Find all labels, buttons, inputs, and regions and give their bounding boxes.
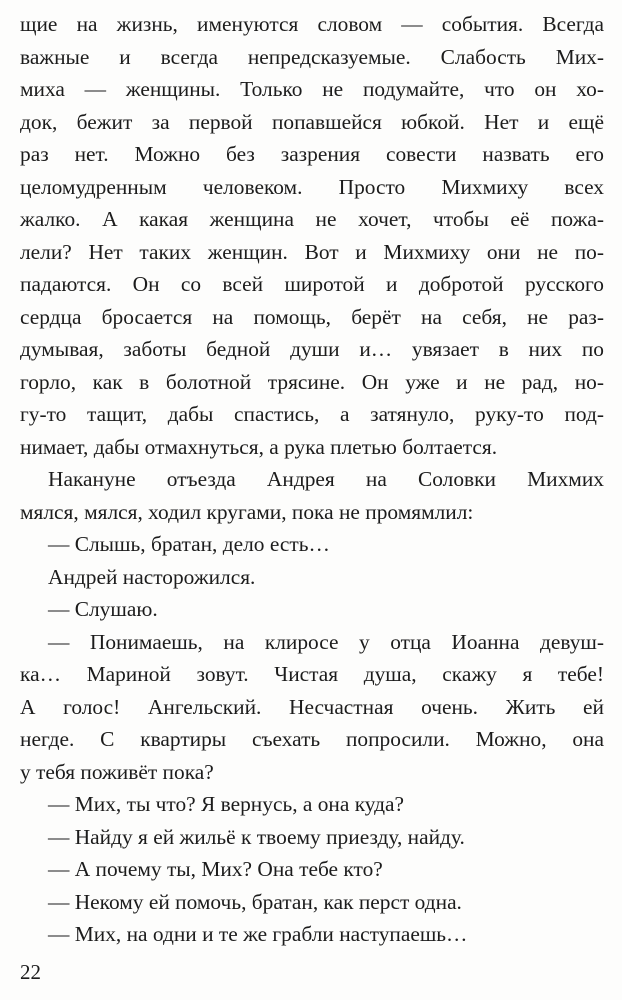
text-line: Накануне отъезда Андрея на Соловки Михмих — [48, 467, 604, 491]
text-line: падаются. Он со всей широтой и добротой русского — [20, 272, 604, 296]
text-line: горло, как в болотной трясине. Он уже и не рад, но- — [20, 369, 604, 394]
dialogue-line: — Найду я ей жильё к твоему приезду, найду. — [48, 824, 465, 849]
dialogue-line: — Слушаю. — [48, 597, 158, 621]
text-line: А голос! Ангельский. Несчастная очень. Жить ей — [20, 694, 604, 719]
dialogue-line: — Слышь, братан, дело есть… — [48, 532, 330, 556]
text-line: док, бежит за первой попавшейся юбкой. Нет и ещё — [20, 109, 604, 134]
dialogue-line: — Мих, ты что? Я вернусь, а она куда? — [48, 792, 405, 816]
dialogue-line: — А почему ты, Мих? Она тебе кто? — [48, 857, 383, 881]
text-line: щие на жизнь, именуются словом — события. Всегда — [20, 12, 604, 36]
dialogue-line: — Мих, на одни и те же грабли наступаешь… — [48, 922, 468, 946]
text-line: ка… Мариной зовут. Чистая душа, скажу я тебе! — [20, 662, 604, 686]
text-line: у тебя поживёт пока? — [20, 759, 214, 784]
dialogue-line: — Некому ей помочь, братан, как перст одна. — [48, 889, 462, 914]
text-line: нимает, дабы отмахнуться, а рука плетью болтается. — [20, 434, 498, 459]
text-line: думывая, заботы бедной души и… увязает в них по — [20, 337, 604, 361]
text-line: мялся, мялся, ходил кругами, пока не промямлил: — [20, 499, 474, 524]
dialogue-line: — Понимаешь, на клиросе у отца Иоанна девуш- — [48, 629, 604, 654]
text-line: целомудренным человеком. Просто Михмиху всех — [20, 174, 604, 199]
text-line: лели? Нет таких женщин. Вот и Михмиху они не по- — [20, 239, 604, 264]
text-line: сердца бросается на помощь, берёт на себя, не раз- — [20, 304, 604, 329]
text-line: миха — женщины. Только не подумайте, что он хо- — [20, 77, 604, 101]
text-line: важные и всегда непредсказуемые. Слабость Мих- — [20, 44, 604, 69]
text-line: гу-то тащит, дабы спастись, а затянуло, руку-то под- — [20, 402, 604, 426]
text-line: негде. С квартиры съехать попросили. Можно, она — [20, 727, 604, 751]
body-text — [20, 8, 604, 951]
text-line: жалко. А какая женщина не хочет, чтобы её пожа- — [20, 207, 604, 231]
text-line: раз нет. Можно без зазрения совести назвать его — [20, 142, 604, 166]
page-number: 22 — [20, 960, 41, 984]
text-line: Андрей насторожился. — [48, 564, 256, 589]
